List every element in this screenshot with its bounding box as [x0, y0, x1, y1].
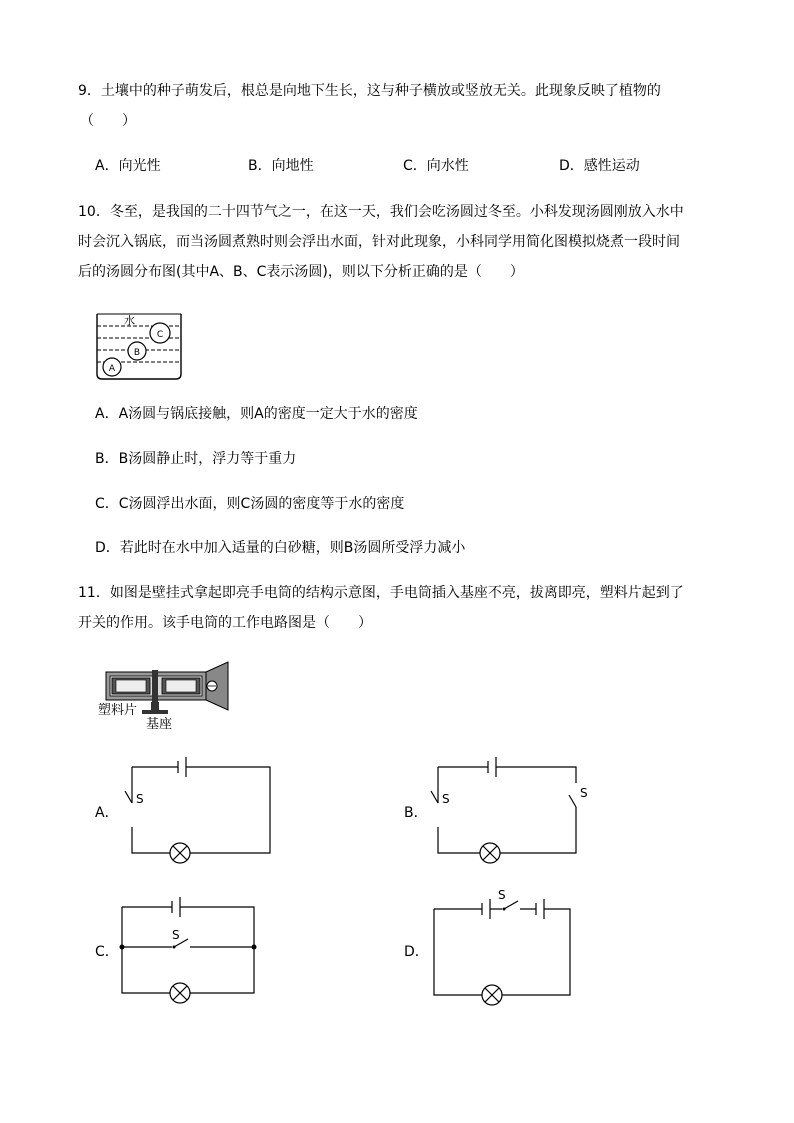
q10-option-d[interactable]: D．若此时在水中加入适量的白砂糖，则B汤圆所受浮力减小 [95, 540, 466, 556]
q10-option-a[interactable]: A．A汤圆与锅底接触，则A的密度一定大于水的密度 [95, 406, 418, 422]
circuit-d[interactable] [430, 885, 580, 1010]
circuit-c[interactable] [118, 895, 268, 1010]
circuit-b[interactable] [430, 755, 590, 870]
circuit-a[interactable] [120, 755, 280, 870]
q11-stem-line1: 11．如图是壁挂式拿起即亮手电筒的结构示意图，手电筒插入基座不亮，拔离即亮，塑料片起到了 [78, 585, 684, 601]
circuit-d-label[interactable]: D． [404, 944, 429, 960]
q10-stem-line3: 后的汤圆分布图(其中A、B、C表示汤圆)，则以下分析正确的是（ ） [78, 264, 524, 280]
circuit-a-label[interactable]: A． [95, 805, 119, 821]
q11-flashlight-figure [96, 660, 236, 732]
base-label: 基座 [146, 717, 173, 732]
q11-stem-line2: 开关的作用。该手电筒的工作电路图是（ ） [78, 615, 372, 631]
q9-option-b[interactable]: B．向地性 [248, 158, 314, 174]
circuit-a-switch: S [136, 792, 144, 806]
q10-pot-figure [94, 310, 184, 382]
circuit-b-label[interactable]: B． [404, 805, 428, 821]
q10-stem-line1: 10．冬至，是我国的二十四节气之一，在这一天，我们会吃汤圆过冬至。小科发现汤圆刚放入水中 [78, 204, 684, 220]
q9-stem-line1: 9．土壤中的种子萌发后，根总是向地下生长，这与种子横放或竖放无关。此现象反映了植物的 [78, 83, 661, 99]
circuit-b-switch-2: S [580, 786, 588, 800]
circuit-c-label[interactable]: C． [95, 944, 119, 960]
tangyuan-c-label: C [156, 330, 164, 340]
water-label: 水 [124, 314, 135, 327]
q9-option-d[interactable]: D．感性运动 [559, 158, 640, 174]
circuit-d-switch: S [498, 888, 506, 902]
circuit-b-switch-1: S [442, 792, 450, 806]
plastic-label: 塑料片 [98, 703, 138, 718]
circuit-c-switch: S [172, 928, 180, 942]
q10-option-c[interactable]: C．C汤圆浮出水面，则C汤圆的密度等于水的密度 [95, 496, 405, 512]
tangyuan-b-label: B [133, 348, 141, 358]
q9-stem-line2: （ ） [80, 113, 136, 129]
q9-option-c[interactable]: C．向水性 [403, 158, 469, 174]
tangyuan-a-label: A [108, 364, 116, 374]
q10-stem-line2: 时会沉入锅底，而当汤圆煮熟时则会浮出水面，针对此现象，小科同学用简化图模拟烧煮一段时间 [78, 234, 680, 250]
q10-option-b[interactable]: B．B汤圆静止时，浮力等于重力 [95, 451, 297, 467]
q9-option-a[interactable]: A．向光性 [95, 158, 161, 174]
